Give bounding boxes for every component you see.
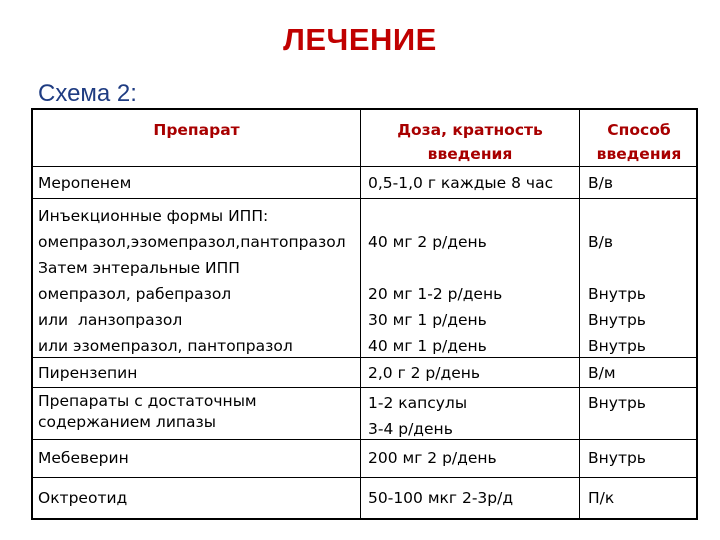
header-dose: Доза, кратность введения bbox=[397, 121, 543, 163]
table-cell-drug: Пирензепин bbox=[38, 364, 138, 382]
table-cell-route: Внутрь Внутрь Внутрь bbox=[588, 285, 646, 355]
column-divider bbox=[360, 110, 361, 518]
table-cell-dose: 2,0 г 2 р/день bbox=[368, 364, 481, 382]
page-title: ЛЕЧЕНИЕ bbox=[283, 22, 437, 57]
row-divider bbox=[33, 477, 696, 478]
table-cell-route: В/в bbox=[588, 233, 613, 251]
table-cell-drug: Инъекционные формы ИПП: омепразол,эзомепразол,пантопразол Затем энтеральные ИПП омепразол, рабепразол или ланзопразол или эзомепразол, пантопразол bbox=[38, 207, 346, 355]
table-cell-dose: 50-100 мкг 2-3р/д bbox=[368, 489, 514, 507]
table-cell-route: Внутрь bbox=[588, 449, 646, 467]
table-cell-dose: 200 мг 2 р/день bbox=[368, 449, 497, 467]
table-cell-drug: Препараты с достаточным содержанием липазы bbox=[38, 392, 257, 431]
table-cell-route: Внутрь bbox=[588, 394, 646, 412]
header-drug: Препарат bbox=[153, 121, 240, 139]
table-cell-route: В/в bbox=[588, 174, 613, 192]
scheme-subtitle: Схема 2: bbox=[38, 80, 137, 107]
row-divider bbox=[33, 439, 696, 440]
table-cell-drug: Меропенем bbox=[38, 174, 132, 192]
table-cell-drug: Октреотид bbox=[38, 489, 128, 507]
table-cell-dose: 20 мг 1-2 р/день 30 мг 1 р/день 40 мг 1 р/день bbox=[368, 285, 503, 355]
row-divider bbox=[33, 387, 696, 388]
table-cell-route: В/м bbox=[588, 364, 616, 382]
table-cell-dose: 0,5-1,0 г каждые 8 час bbox=[368, 174, 554, 192]
header-route: Способ введения bbox=[596, 121, 682, 163]
column-divider bbox=[579, 110, 580, 518]
row-divider bbox=[33, 166, 696, 167]
row-divider bbox=[33, 198, 696, 199]
table-cell-route: П/к bbox=[588, 489, 615, 507]
table-cell-drug: Мебеверин bbox=[38, 449, 129, 467]
treatment-table bbox=[31, 108, 698, 520]
table-cell-dose: 1-2 капсулы 3-4 р/день bbox=[368, 394, 468, 438]
table-cell-dose: 40 мг 2 р/день bbox=[368, 233, 487, 251]
